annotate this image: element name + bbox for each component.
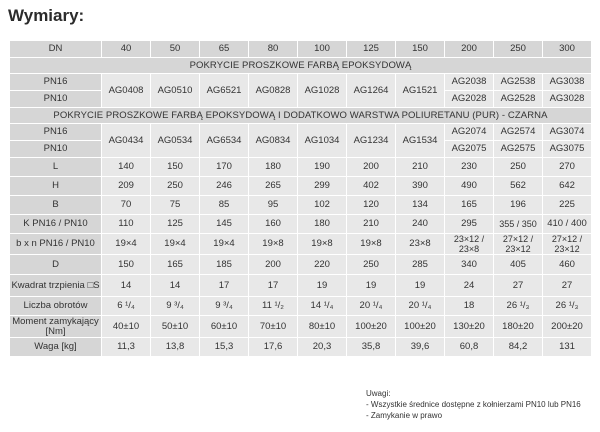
table-row-s2-pn16 bbox=[10, 124, 592, 141]
cell-value: 23×8 bbox=[396, 234, 445, 255]
cell-value: 185 bbox=[200, 255, 249, 275]
cell-value: 19×4 bbox=[200, 234, 249, 255]
cell-value: 17 bbox=[249, 275, 298, 297]
note-item: - Zamykanie w prawo bbox=[366, 411, 443, 420]
cell-value: 165 bbox=[151, 255, 200, 275]
cell-value: 250 bbox=[347, 255, 396, 275]
table-row bbox=[10, 255, 592, 275]
cell-value: 210 bbox=[347, 215, 396, 234]
cell-value: 299 bbox=[298, 177, 347, 196]
cell-value: 19×4 bbox=[151, 234, 200, 255]
cell-value: 19×8 bbox=[298, 234, 347, 255]
dn-value: 250 bbox=[494, 41, 543, 58]
product-code: AG0828 bbox=[249, 74, 298, 108]
table-row bbox=[10, 275, 592, 297]
cell-value: 285 bbox=[396, 255, 445, 275]
cell-value: 190 bbox=[298, 158, 347, 177]
row-label: Waga [kg] bbox=[10, 338, 102, 357]
dn-value: 125 bbox=[347, 41, 396, 58]
row-label: Moment zamykający [Nm] bbox=[10, 316, 102, 338]
cell-value: 20,3 bbox=[298, 338, 347, 357]
cell-value: 95 bbox=[249, 196, 298, 215]
cell-value: 27 bbox=[494, 275, 543, 297]
cell-value: 196 bbox=[494, 196, 543, 215]
cell-value: 180±20 bbox=[494, 316, 543, 338]
cell-value: 50±10 bbox=[151, 316, 200, 338]
product-code: AG3028 bbox=[543, 91, 592, 108]
cell-value: 250 bbox=[494, 158, 543, 177]
product-code: AG0434 bbox=[102, 124, 151, 158]
cell-value: 19 bbox=[298, 275, 347, 297]
cell-value: 160 bbox=[249, 215, 298, 234]
cell-value: 402 bbox=[347, 177, 396, 196]
section-title: POKRYCIE PROSZKOWE FARBĄ EPOKSYDOWĄ I DODATKOWO WARSTWA POLIURETANU (PUR) - CZARNA bbox=[10, 108, 592, 124]
cell-value: 18 bbox=[445, 297, 494, 316]
cell-value: 460 bbox=[543, 255, 592, 275]
cell-value: 80±10 bbox=[298, 316, 347, 338]
cell-value: 35,8 bbox=[347, 338, 396, 357]
page-title: Wymiary: bbox=[8, 6, 85, 25]
cell-value: 85 bbox=[200, 196, 249, 215]
product-code: AG2538 bbox=[494, 74, 543, 91]
table-row bbox=[10, 338, 592, 357]
cell-value: 27×12 / 23×12 bbox=[494, 234, 543, 255]
row-label: B bbox=[10, 196, 102, 215]
product-code: AG2574 bbox=[494, 124, 543, 141]
cell-value: 70±10 bbox=[249, 316, 298, 338]
product-code: AG0834 bbox=[249, 124, 298, 158]
dn-value: 100 bbox=[298, 41, 347, 58]
cell-value: 70 bbox=[102, 196, 151, 215]
cell-value: 390 bbox=[396, 177, 445, 196]
product-code: AG1034 bbox=[298, 124, 347, 158]
product-code: AG0534 bbox=[151, 124, 200, 158]
cell-value: 60±10 bbox=[200, 316, 249, 338]
cell-value: 490 bbox=[445, 177, 494, 196]
cell-value: 19×8 bbox=[347, 234, 396, 255]
cell-value: 355 / 350 bbox=[494, 215, 543, 234]
dn-value: 150 bbox=[396, 41, 445, 58]
table-row-s1-pn16 bbox=[10, 74, 592, 91]
cell-value: 19 bbox=[347, 275, 396, 297]
cell-value: 210 bbox=[396, 158, 445, 177]
cell-value: 165 bbox=[445, 196, 494, 215]
cell-value: 150 bbox=[151, 158, 200, 177]
product-code: AG1028 bbox=[298, 74, 347, 108]
row-label: b x n PN16 / PN10 bbox=[10, 234, 102, 255]
notes bbox=[366, 388, 581, 421]
cell-value: 209 bbox=[102, 177, 151, 196]
cell-value: 125 bbox=[151, 215, 200, 234]
section-row-1 bbox=[10, 58, 592, 74]
dn-value: 50 bbox=[151, 41, 200, 58]
cell-value: 6 ¹/₄ bbox=[102, 297, 151, 316]
product-code: AG6534 bbox=[200, 124, 249, 158]
row-label: H bbox=[10, 177, 102, 196]
product-code: AG0510 bbox=[151, 74, 200, 108]
cell-value: 200±20 bbox=[543, 316, 592, 338]
notes-heading: Uwagi: bbox=[366, 389, 391, 398]
cell-value: 100±20 bbox=[396, 316, 445, 338]
dn-value: 300 bbox=[543, 41, 592, 58]
product-code: AG2528 bbox=[494, 91, 543, 108]
cell-value: 11,3 bbox=[102, 338, 151, 357]
cell-value: 17 bbox=[200, 275, 249, 297]
cell-value: 39,6 bbox=[396, 338, 445, 357]
table-row-dn bbox=[10, 41, 592, 58]
cell-value: 250 bbox=[151, 177, 200, 196]
product-code: AG2028 bbox=[445, 91, 494, 108]
cell-value: 134 bbox=[396, 196, 445, 215]
cell-value: 20 ¹/₄ bbox=[347, 297, 396, 316]
cell-value: 246 bbox=[200, 177, 249, 196]
cell-value: 130±20 bbox=[445, 316, 494, 338]
cell-value: 145 bbox=[200, 215, 249, 234]
cell-value: 27×12 / 23×12 bbox=[543, 234, 592, 255]
cell-value: 200 bbox=[347, 158, 396, 177]
cell-value: 120 bbox=[347, 196, 396, 215]
product-code: AG3074 bbox=[543, 124, 592, 141]
cell-value: 200 bbox=[249, 255, 298, 275]
cell-value: 100±20 bbox=[347, 316, 396, 338]
product-code: AG0408 bbox=[102, 74, 151, 108]
cell-value: 110 bbox=[102, 215, 151, 234]
cell-value: 11 ¹/₂ bbox=[249, 297, 298, 316]
product-code: AG1264 bbox=[347, 74, 396, 108]
product-code: AG1534 bbox=[396, 124, 445, 158]
cell-value: 102 bbox=[298, 196, 347, 215]
cell-value: 19 bbox=[396, 275, 445, 297]
cell-value: 26 ¹/₃ bbox=[543, 297, 592, 316]
product-code: AG2575 bbox=[494, 141, 543, 158]
cell-value: 23×12 / 23×8 bbox=[445, 234, 494, 255]
product-code: AG1234 bbox=[347, 124, 396, 158]
row-label: PN16 bbox=[10, 74, 102, 91]
cell-value: 131 bbox=[543, 338, 592, 357]
cell-value: 230 bbox=[445, 158, 494, 177]
section-row-2 bbox=[10, 108, 592, 124]
row-label: PN10 bbox=[10, 141, 102, 158]
cell-value: 20 ¹/₄ bbox=[396, 297, 445, 316]
cell-value: 265 bbox=[249, 177, 298, 196]
cell-value: 14 ¹/₄ bbox=[298, 297, 347, 316]
section-title: POKRYCIE PROSZKOWE FARBĄ EPOKSYDOWĄ bbox=[10, 58, 592, 74]
table-row bbox=[10, 297, 592, 316]
cell-value: 9 ³/₄ bbox=[151, 297, 200, 316]
table-row bbox=[10, 316, 592, 338]
product-code: AG3038 bbox=[543, 74, 592, 91]
product-code: AG2074 bbox=[445, 124, 494, 141]
cell-value: 240 bbox=[396, 215, 445, 234]
cell-value: 410 / 400 bbox=[543, 215, 592, 234]
cell-value: 225 bbox=[543, 196, 592, 215]
cell-value: 14 bbox=[102, 275, 151, 297]
row-label: Liczba obrotów bbox=[10, 297, 102, 316]
row-label: L bbox=[10, 158, 102, 177]
row-label: K PN16 / PN10 bbox=[10, 215, 102, 234]
product-code: AG2075 bbox=[445, 141, 494, 158]
cell-value: 180 bbox=[298, 215, 347, 234]
table-row bbox=[10, 196, 592, 215]
cell-value: 19×8 bbox=[249, 234, 298, 255]
cell-value: 140 bbox=[102, 158, 151, 177]
row-label: PN16 bbox=[10, 124, 102, 141]
cell-value: 15,3 bbox=[200, 338, 249, 357]
product-code: AG2038 bbox=[445, 74, 494, 91]
cell-value: 340 bbox=[445, 255, 494, 275]
dimension-rows bbox=[10, 158, 592, 357]
cell-value: 270 bbox=[543, 158, 592, 177]
cell-value: 75 bbox=[151, 196, 200, 215]
product-code: AG3075 bbox=[543, 141, 592, 158]
product-code: AG6521 bbox=[200, 74, 249, 108]
row-label: Kwadrat trzpienia □S bbox=[10, 275, 102, 297]
cell-value: 13,8 bbox=[151, 338, 200, 357]
cell-value: 220 bbox=[298, 255, 347, 275]
cell-value: 24 bbox=[445, 275, 494, 297]
row-label: D bbox=[10, 255, 102, 275]
cell-value: 60,8 bbox=[445, 338, 494, 357]
product-code: AG1521 bbox=[396, 74, 445, 108]
cell-value: 405 bbox=[494, 255, 543, 275]
table-row bbox=[10, 177, 592, 196]
table-row bbox=[10, 215, 592, 234]
cell-value: 180 bbox=[249, 158, 298, 177]
note-item: - Wszystkie średnice dostępne z kołnierzami PN10 lub PN16 bbox=[366, 400, 581, 409]
dn-value: 65 bbox=[200, 41, 249, 58]
cell-value: 27 bbox=[543, 275, 592, 297]
cell-value: 19×4 bbox=[102, 234, 151, 255]
cell-value: 40±10 bbox=[102, 316, 151, 338]
cell-value: 295 bbox=[445, 215, 494, 234]
cell-value: 14 bbox=[151, 275, 200, 297]
table-row bbox=[10, 234, 592, 255]
dn-value: 80 bbox=[249, 41, 298, 58]
dn-value: 40 bbox=[102, 41, 151, 58]
row-label: PN10 bbox=[10, 91, 102, 108]
cell-value: 150 bbox=[102, 255, 151, 275]
cell-value: 26 ¹/₃ bbox=[494, 297, 543, 316]
cell-value: 170 bbox=[200, 158, 249, 177]
dn-value: 200 bbox=[445, 41, 494, 58]
dimensions-table bbox=[9, 40, 592, 357]
cell-value: 9 ³/₄ bbox=[200, 297, 249, 316]
cell-value: 84,2 bbox=[494, 338, 543, 357]
cell-value: 17,6 bbox=[249, 338, 298, 357]
cell-value: 562 bbox=[494, 177, 543, 196]
row-label: DN bbox=[10, 41, 102, 58]
cell-value: 642 bbox=[543, 177, 592, 196]
table-row bbox=[10, 158, 592, 177]
